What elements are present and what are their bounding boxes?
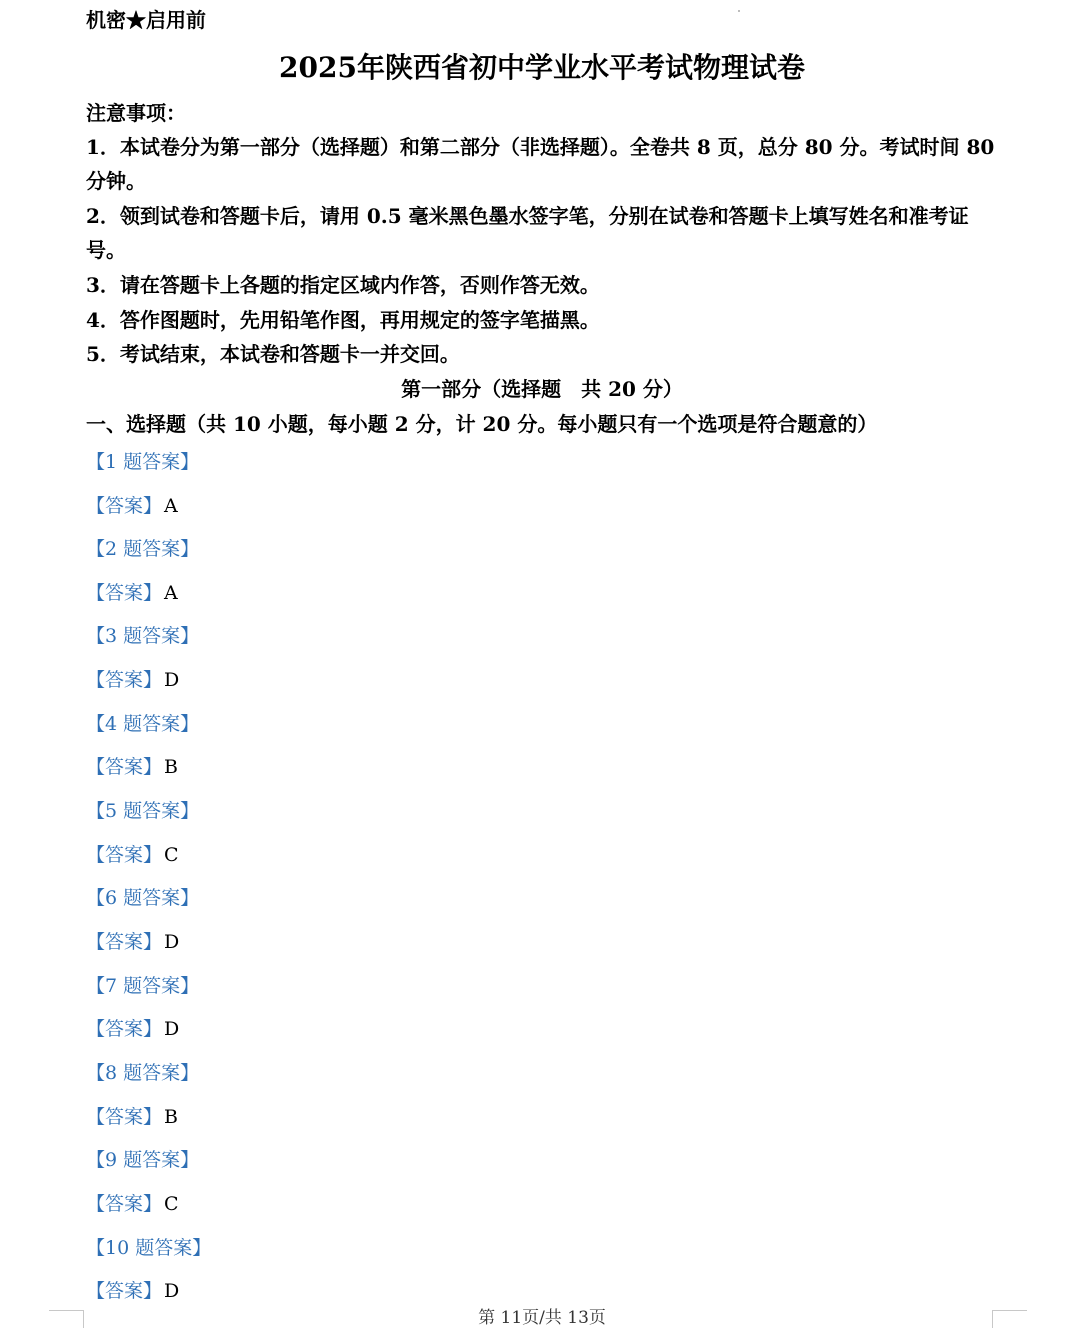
answer-value: C bbox=[164, 1193, 179, 1215]
notice-item-3: 3．请在答题卡上各题的指定区域内作答，否则作答无效。 bbox=[86, 273, 600, 297]
answer-tag: 【答案】 bbox=[86, 1106, 163, 1128]
answer-tag: 【答案】 bbox=[86, 756, 163, 778]
answer-tag: 【答案】 bbox=[86, 1280, 163, 1302]
question-2-answer bbox=[86, 580, 178, 606]
answer-tag: 【答案】 bbox=[86, 844, 163, 866]
answer-value: A bbox=[164, 582, 178, 604]
notice-item-5: 5．考试结束，本试卷和答题卡一并交回。 bbox=[86, 342, 460, 366]
answer-tag: 【答案】 bbox=[86, 1193, 163, 1215]
answer-value: C bbox=[164, 844, 179, 866]
answer-tag: 【答案】 bbox=[86, 495, 163, 517]
answer-value: D bbox=[164, 931, 180, 953]
answer-tag: 【答案】 bbox=[86, 669, 163, 691]
exam-title: 2025年陕西省初中学业水平考试物理试卷 bbox=[279, 51, 805, 84]
question-10-answer bbox=[86, 1278, 179, 1304]
question-7-answer bbox=[86, 1016, 179, 1042]
question-2-heading: 【2 题答案】 bbox=[86, 538, 200, 560]
question-1-heading: 【1 题答案】 bbox=[86, 451, 200, 473]
section-title: 一、选择题（共 10 小题，每小题 2 分，计 20 分。每小题只有一个选项是符合题意的） bbox=[86, 412, 878, 436]
answer-tag: 【答案】 bbox=[86, 582, 163, 604]
answer-tag: 【答案】 bbox=[86, 1018, 163, 1040]
answer-value: B bbox=[164, 756, 178, 778]
question-8-heading: 【8 题答案】 bbox=[86, 1062, 200, 1084]
question-1-answer bbox=[86, 493, 178, 519]
scan-dot bbox=[738, 10, 740, 12]
question-6-answer bbox=[86, 929, 179, 955]
part-one-title: 第一部分（选择题 共 20 分） bbox=[401, 377, 683, 401]
question-9-heading: 【9 题答案】 bbox=[86, 1149, 200, 1171]
question-3-answer bbox=[86, 667, 179, 693]
question-5-heading: 【5 题答案】 bbox=[86, 800, 200, 822]
question-10-heading: 【10 题答案】 bbox=[86, 1237, 212, 1259]
answer-value: D bbox=[164, 1018, 180, 1040]
answer-value: D bbox=[164, 1280, 180, 1302]
confidential-label: 机密★启用前 bbox=[86, 8, 206, 32]
question-7-heading: 【7 题答案】 bbox=[86, 975, 200, 997]
notice-heading: 注意事项： bbox=[86, 101, 186, 125]
answer-tag: 【答案】 bbox=[86, 931, 163, 953]
page-number: 第 11页/共 13页 bbox=[478, 1308, 606, 1328]
question-9-answer bbox=[86, 1191, 179, 1217]
notice-item-1: 1．本试卷分为第一部分（选择题）和第二部分（非选择题）。全卷共 8 页，总分 80 分。考试时间 80 分钟。 bbox=[86, 135, 995, 193]
question-3-heading: 【3 题答案】 bbox=[86, 625, 200, 647]
notice-item-2: 2．领到试卷和答题卡后，请用 0.5 毫米黑色墨水签字笔，分别在试卷和答题卡上填写姓名和准考证号。 bbox=[86, 204, 969, 262]
answer-value: B bbox=[164, 1106, 178, 1128]
notice-item-4: 4．答作图题时，先用铅笔作图，再用规定的签字笔描黑。 bbox=[86, 308, 600, 332]
question-4-heading: 【4 题答案】 bbox=[86, 713, 200, 735]
question-8-answer bbox=[86, 1104, 178, 1130]
question-6-heading: 【6 题答案】 bbox=[86, 887, 200, 909]
question-5-answer bbox=[86, 842, 179, 868]
answer-value: D bbox=[164, 669, 180, 691]
question-4-answer bbox=[86, 754, 178, 780]
answer-value: A bbox=[164, 495, 178, 517]
